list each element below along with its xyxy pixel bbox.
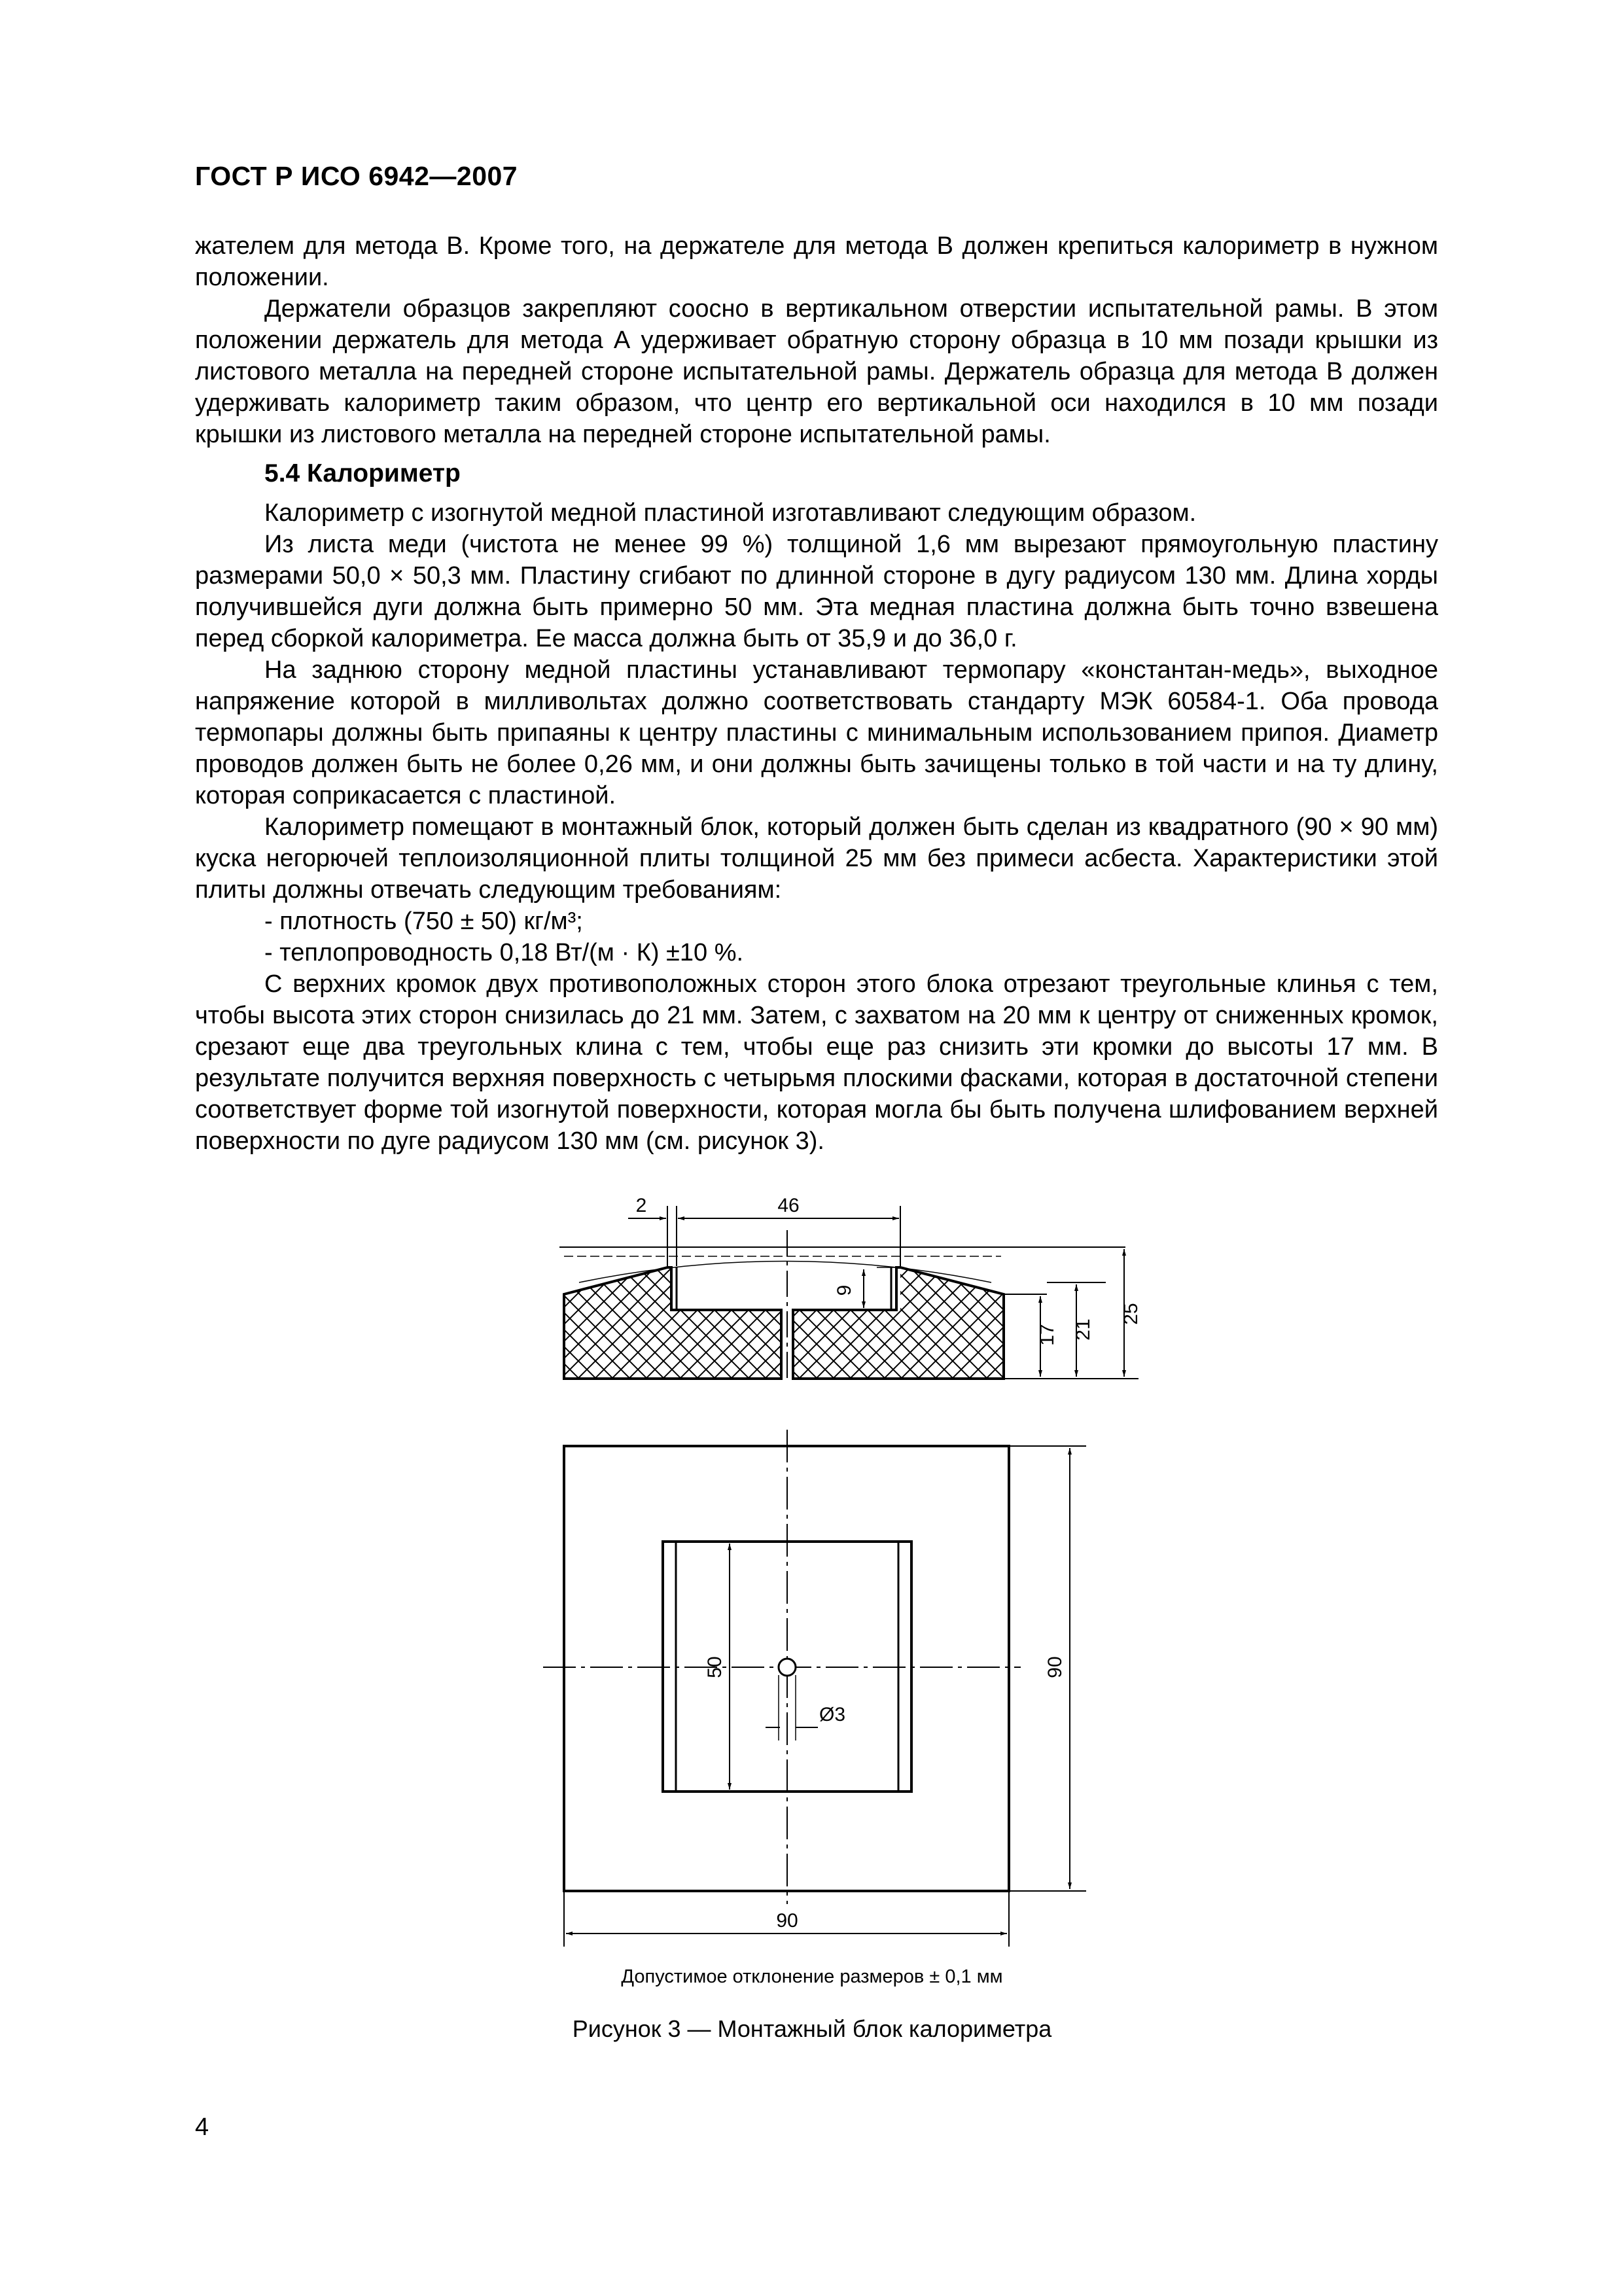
dim-9-label: 9 (834, 1284, 855, 1296)
plan-view (543, 1430, 1086, 1947)
paragraph: Держатели образцов закрепляют соосно в вертикальном отверстии испытательной рамы. В этом положении держатель для метода А удерживает обратную сторону образца в 10 мм позади крышки из листового металла на передней стороне испытательной рамы. Держатель образца для метода В должен удерживать калориметр таким образом, что центр его вертикальной оси находился в 10 мм позади крышки из листового металла на передней стороне испытательной рамы. (195, 295, 1438, 448)
dim-17-label: 17 (1036, 1324, 1058, 1346)
paragraph: Из листа меди (чистота не менее 99 %) толщиной 1,6 мм вырезают прямоугольную пластину размерами 50,0 × 50,3 мм. Пластину сгибают по длинной стороне в дугу радиусом 130 мм. Длина хорды получившейся дуги должна быть примерно 50 мм. Эта медная пластина должна быть точно взвешена перед сборкой калориметра. Ее масса должна быть от 35,9 и до 36,0 г. (195, 531, 1438, 652)
dim-diameter-3-label: Ø3 (819, 1704, 846, 1725)
dim-46-label: 46 (777, 1195, 800, 1216)
dim-2-label: 2 (635, 1195, 647, 1216)
dim-50-label: 50 (704, 1656, 726, 1678)
dim-90-vertical-label: 90 (1044, 1656, 1066, 1678)
page-number: 4 (195, 2113, 209, 2141)
list-item: - теплопроводность 0,18 Вт/(м · К) ±10 %. (264, 939, 744, 966)
section-title: 5.4 Калориметр (264, 459, 461, 487)
paragraph: С верхних кромок двух противоположных сторон этого блока отрезают треугольные клинья с тем, чтобы высота этих сторон снизилась до 21 мм. Затем, с захватом на 20 мм к центру от сниженных кромок, срезают еще два треугольных клина с тем, чтобы еще раз снизить эти кромки до высоты 17 мм. В результате получится верхняя поверхность с четырьмя плоскими фасками, которая в достаточной степени соответствует форме той изогнутой поверхности, которая могла бы быть получена шлифованием верхней поверхности по дуге радиусом 130 мм (см. рисунок 3). (195, 970, 1438, 1155)
dim-21-label: 21 (1072, 1318, 1094, 1341)
tolerance-note: Допустимое отклонение размеров ± 0,1 мм (621, 1966, 1003, 1987)
paragraph: Калориметр помещают в монтажный блок, который должен быть сделан из квадратного (90 × 90 мм) куска негорючей теплоизоляционной плиты толщиной 25 мм без примеси асбеста. Характеристики этой плиты должны отвечать следующим требованиям: (195, 813, 1438, 904)
dim-90-horizontal-label: 90 (776, 1910, 798, 1932)
document-header: ГОСТ Р ИСО 6942—2007 (195, 161, 518, 191)
paragraph: Калориметр с изогнутой медной пластиной изготавливают следующим образом. (264, 499, 1197, 527)
paragraph: жателем для метода В. Кроме того, на держателе для метода В должен крепиться калориметр в нужном положении. (195, 232, 1438, 291)
list-item: - плотность (750 ± 50) кг/м³; (264, 908, 583, 935)
section-view (559, 1195, 1142, 1381)
paragraph: На заднюю сторону медной пластины устанавливают термопару «константан-медь», выходное напряжение которой в милливольтах должно соответствовать стандарту МЭК 60584-1. Оба провода термопары должны быть припаяны к центру пластины с минимальным использованием припоя. Диаметр проводов должен быть не более 0,26 мм, и они должны быть зачищены только в той части и на ту длину, которая соприкасается с пластиной. (195, 656, 1438, 809)
dim-25-label: 25 (1120, 1303, 1142, 1325)
figure-caption: Рисунок 3 — Монтажный блок калориметра (572, 2015, 1052, 2042)
